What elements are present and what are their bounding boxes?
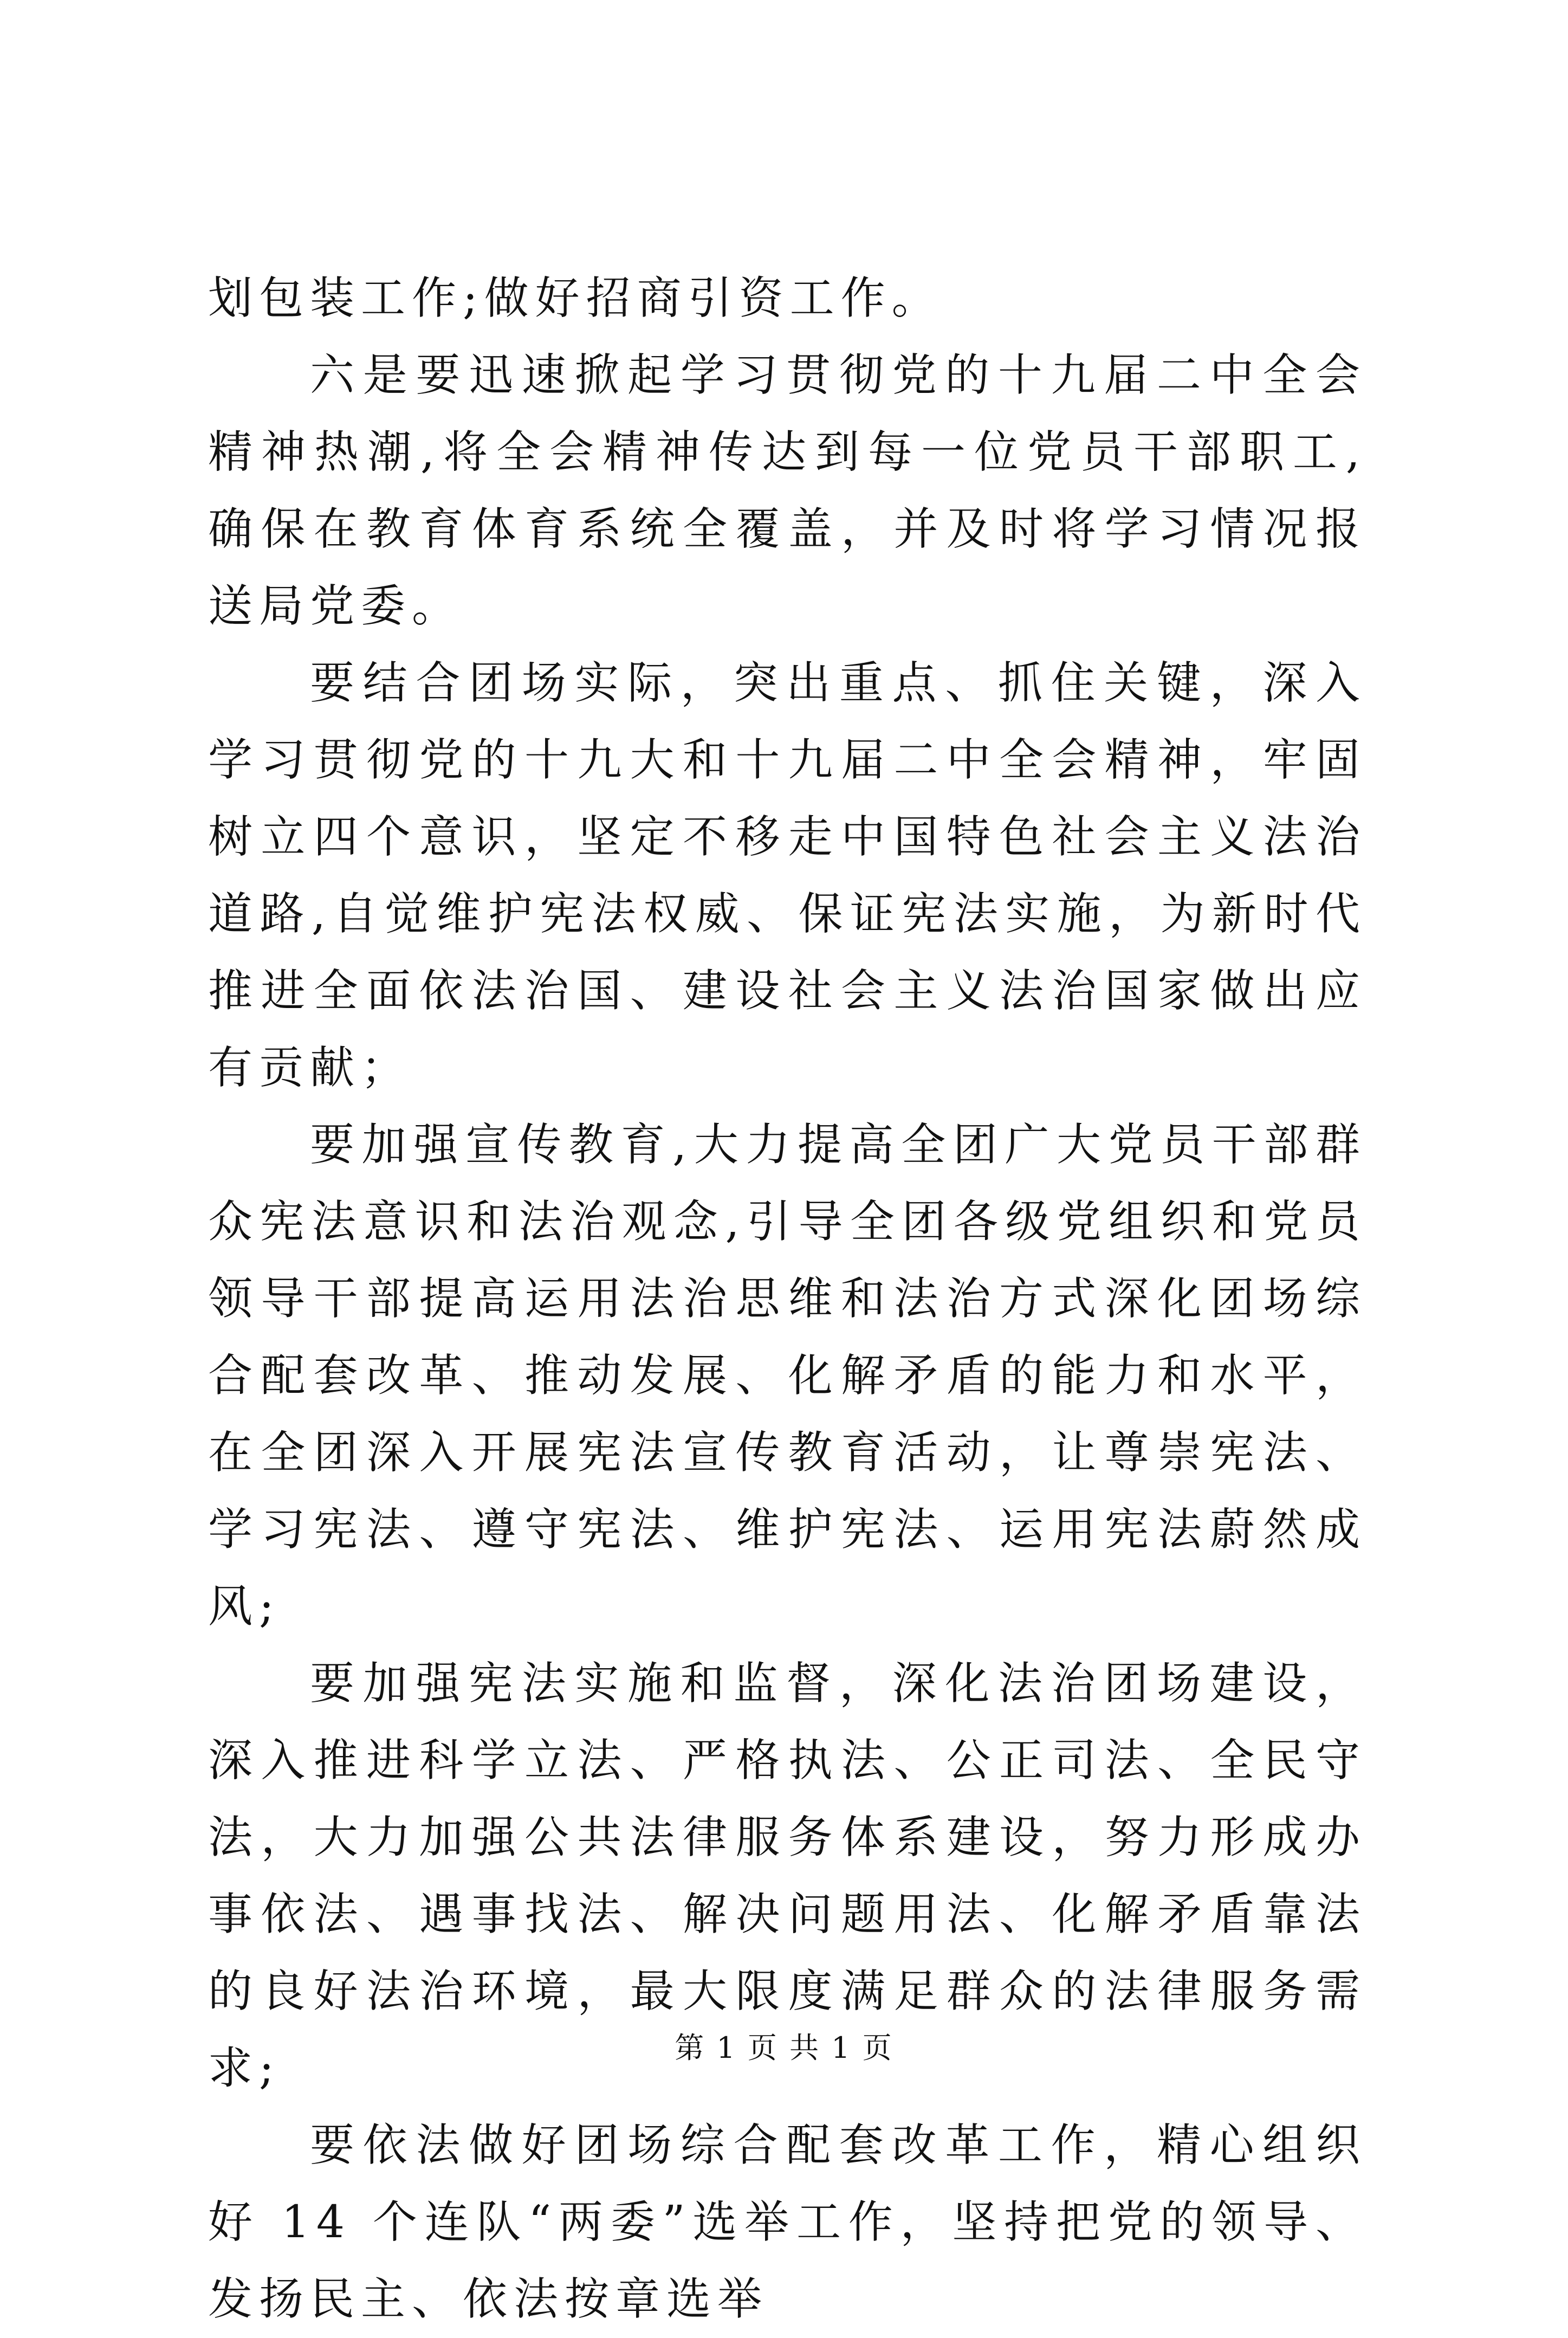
page-footer: 第 1 页 共 1 页 — [675, 2031, 893, 2065]
document-body — [208, 260, 1366, 2338]
paragraph-2: 六是要迅速掀起学习贯彻党的十九届二中全会精神热潮,将全会精神传达到每一位党员干部职工,确保在教育体育系统全覆盖，并及时将学习情况报送局党委。 — [208, 350, 1366, 632]
paragraph-6: 要依法做好团场综合配套改革工作，精心组织好 14 个连队“两委”选举工作，坚持把党的领导、发扬民主、依法按章选举 — [208, 2120, 1366, 2325]
paragraph-4: 要加强宣传教育,大力提高全团广大党员干部群众宪法意识和法治观念,引导全团各级党组织和党员领导干部提高运用法治思维和法治方式深化团场综合配套改革、推动发展、化解矛盾的能力和水平，在全团深入开展宪法宣传教育活动，让尊崇宪法、学习宪法、遵守宪法、维护宪法、运用宪法蔚然成风; — [208, 1119, 1366, 1632]
paragraph-3: 要结合团场实际，突出重点、抓住关键，深入学习贯彻党的十九大和十九届二中全会精神，牢固树立四个意识，坚定不移走中国特色社会主义法治道路,自觉维护宪法权威、保证宪法实施，为新时代推进全面依法治国、建设社会主义法治国家做出应有贡献； — [208, 657, 1366, 1094]
paragraph-1: 划包装工作;做好招商引资工作。 — [208, 273, 943, 324]
paragraph-5: 要加强宪法实施和监督，深化法治团场建设，深入推进科学立法、严格执法、公正司法、全民守法，大力加强公共法律服务体系建设，努力形成办事依法、遇事找法、解决问题用法、化解矛盾靠法的良好法治环境，最大限度满足群众的法律服务需求; — [208, 1658, 1366, 2094]
